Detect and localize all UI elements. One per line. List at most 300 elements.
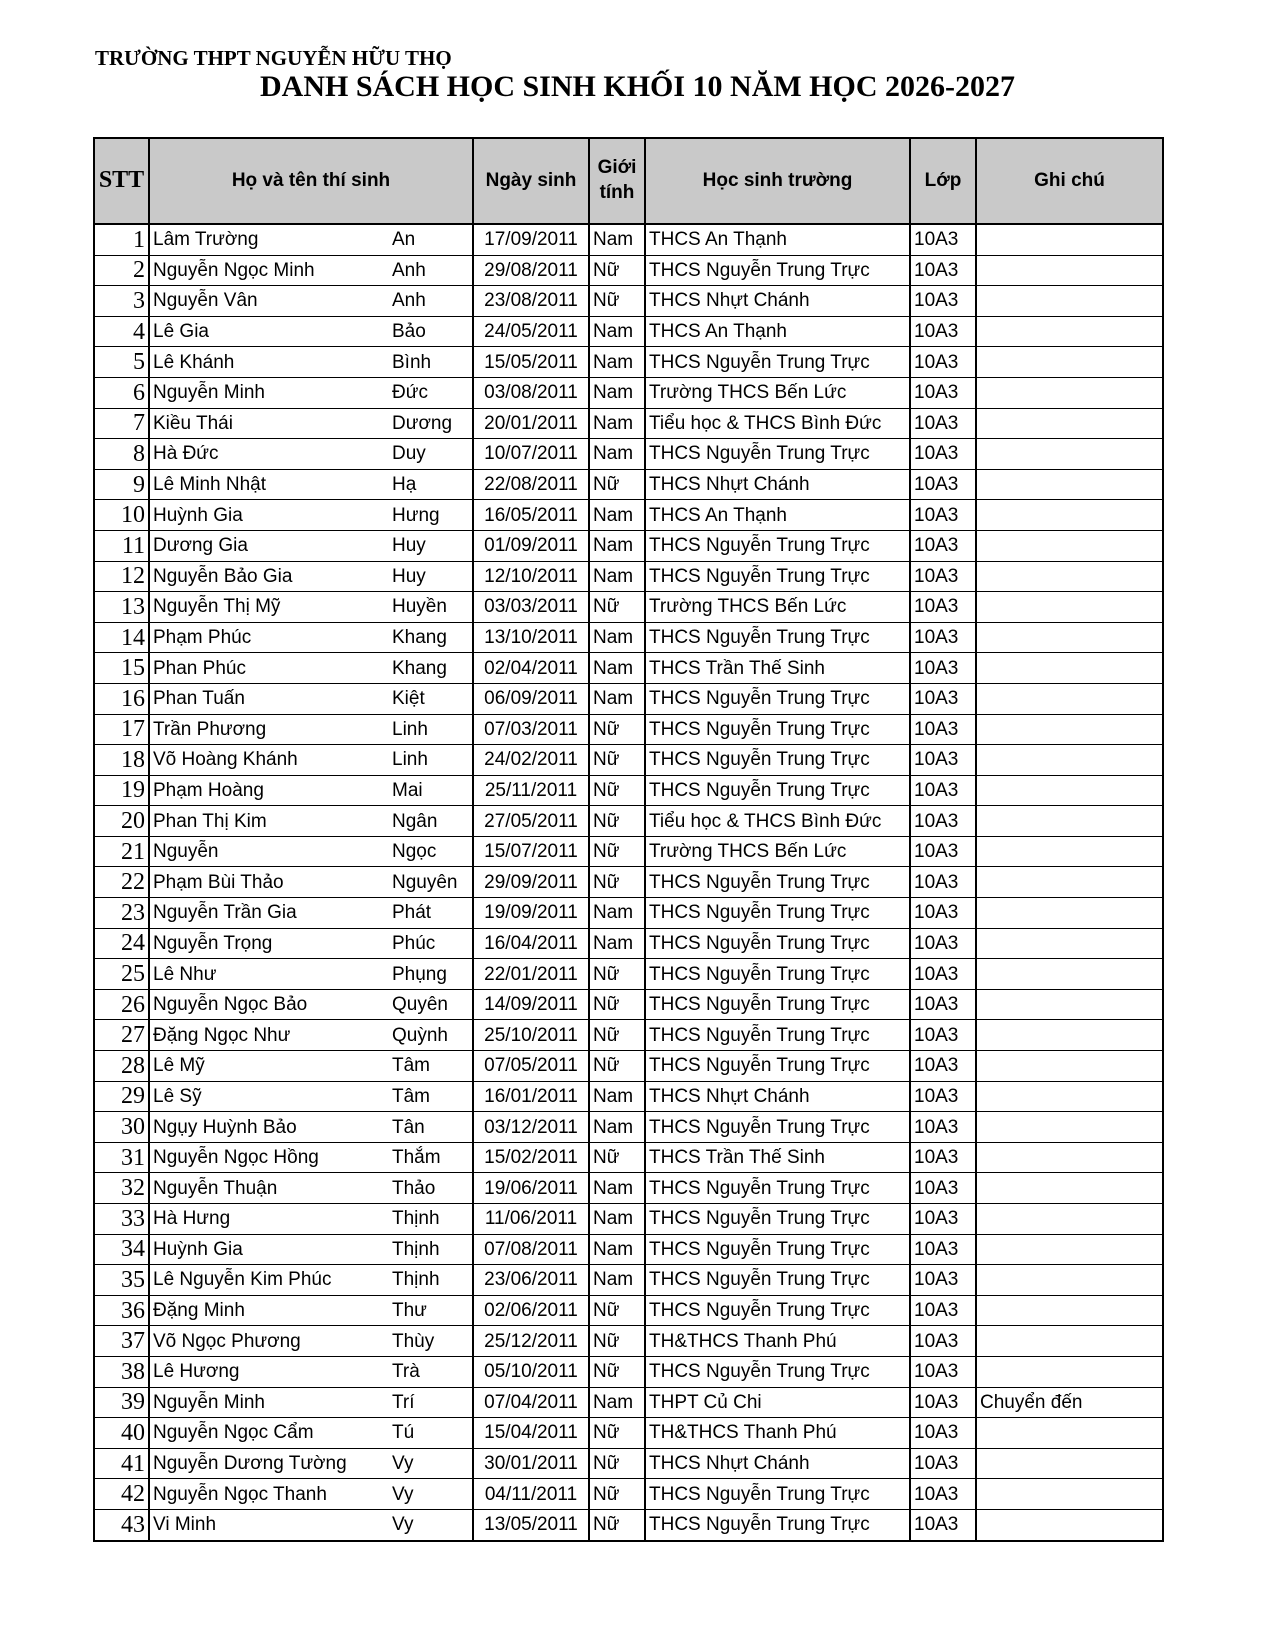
surname-cell: Võ Ngọc Phương bbox=[149, 1326, 389, 1357]
gender-cell: Nữ bbox=[589, 775, 645, 806]
dob-cell: 25/11/2011 bbox=[473, 775, 589, 806]
school-cell: THCS Nguyễn Trung Trực bbox=[645, 255, 910, 286]
gender-cell: Nữ bbox=[589, 1479, 645, 1510]
surname-cell: Nguyễn Trọng bbox=[149, 928, 389, 959]
surname-cell: Nguyễn Minh bbox=[149, 377, 389, 408]
given-name-cell: Bảo bbox=[389, 316, 473, 347]
school-cell: THCS Nguyễn Trung Trực bbox=[645, 714, 910, 745]
given-name-cell: Dương bbox=[389, 408, 473, 439]
school-cell: THCS Nguyễn Trung Trực bbox=[645, 775, 910, 806]
dob-cell: 19/09/2011 bbox=[473, 898, 589, 929]
stt-cell: 22 bbox=[94, 867, 149, 898]
dob-cell: 03/08/2011 bbox=[473, 377, 589, 408]
given-name-cell: Tâm bbox=[389, 1051, 473, 1082]
given-name-cell: Phụng bbox=[389, 959, 473, 990]
given-name-cell: Hạ bbox=[389, 469, 473, 500]
surname-cell: Nguyễn Minh bbox=[149, 1387, 389, 1418]
given-name-cell: Quyên bbox=[389, 989, 473, 1020]
class-cell: 10A3 bbox=[910, 1051, 976, 1082]
dob-cell: 20/01/2011 bbox=[473, 408, 589, 439]
school-cell: THCS Trần Thế Sinh bbox=[645, 653, 910, 684]
class-cell: 10A3 bbox=[910, 1448, 976, 1479]
gender-cell: Nam bbox=[589, 622, 645, 653]
stt-cell: 14 bbox=[94, 622, 149, 653]
school-cell: THCS Nguyễn Trung Trực bbox=[645, 1051, 910, 1082]
school-cell: Trường THCS Bến Lức bbox=[645, 592, 910, 623]
dob-cell: 25/12/2011 bbox=[473, 1326, 589, 1357]
table-row bbox=[94, 775, 1163, 806]
school-cell: THCS Nguyễn Trung Trực bbox=[645, 1479, 910, 1510]
table-row bbox=[94, 1479, 1163, 1510]
school-cell: THCS Nguyễn Trung Trực bbox=[645, 898, 910, 929]
gender-cell: Nữ bbox=[589, 714, 645, 745]
school-cell: THCS Nguyễn Trung Trực bbox=[645, 1356, 910, 1387]
school-cell: THCS Nguyễn Trung Trực bbox=[645, 867, 910, 898]
gender-cell: Nam bbox=[589, 561, 645, 592]
given-name-cell: Đức bbox=[389, 377, 473, 408]
stt-cell: 24 bbox=[94, 928, 149, 959]
table-row bbox=[94, 1173, 1163, 1204]
dob-cell: 13/10/2011 bbox=[473, 622, 589, 653]
note-cell bbox=[976, 530, 1163, 561]
school-cell: TH&THCS Thanh Phú bbox=[645, 1418, 910, 1449]
surname-cell: Nguyễn Vân bbox=[149, 286, 389, 317]
school-cell: THCS Nguyễn Trung Trực bbox=[645, 1509, 910, 1540]
dob-cell: 29/08/2011 bbox=[473, 255, 589, 286]
given-name-cell: Khang bbox=[389, 653, 473, 684]
header-stt: STT bbox=[94, 138, 149, 224]
table-row bbox=[94, 1142, 1163, 1173]
note-cell bbox=[976, 1356, 1163, 1387]
stt-cell: 19 bbox=[94, 775, 149, 806]
given-name-cell: An bbox=[389, 224, 473, 255]
dob-cell: 22/08/2011 bbox=[473, 469, 589, 500]
dob-cell: 07/05/2011 bbox=[473, 1051, 589, 1082]
gender-cell: Nam bbox=[589, 653, 645, 684]
class-cell: 10A3 bbox=[910, 1356, 976, 1387]
note-cell bbox=[976, 622, 1163, 653]
note-cell bbox=[976, 1081, 1163, 1112]
class-cell: 10A3 bbox=[910, 1509, 976, 1540]
class-cell: 10A3 bbox=[910, 928, 976, 959]
gender-cell: Nam bbox=[589, 408, 645, 439]
note-cell bbox=[976, 806, 1163, 837]
stt-cell: 21 bbox=[94, 836, 149, 867]
gender-cell: Nam bbox=[589, 1387, 645, 1418]
class-cell: 10A3 bbox=[910, 1173, 976, 1204]
note-cell bbox=[976, 1326, 1163, 1357]
class-cell: 10A3 bbox=[910, 622, 976, 653]
class-cell: 10A3 bbox=[910, 377, 976, 408]
school-cell: THCS Nguyễn Trung Trực bbox=[645, 561, 910, 592]
gender-cell: Nam bbox=[589, 439, 645, 470]
surname-cell: Nguyễn Thuận bbox=[149, 1173, 389, 1204]
stt-cell: 16 bbox=[94, 683, 149, 714]
given-name-cell: Hưng bbox=[389, 500, 473, 531]
class-cell: 10A3 bbox=[910, 1020, 976, 1051]
gender-cell: Nam bbox=[589, 316, 645, 347]
table-row bbox=[94, 836, 1163, 867]
table-row bbox=[94, 928, 1163, 959]
note-cell bbox=[976, 347, 1163, 378]
dob-cell: 13/05/2011 bbox=[473, 1509, 589, 1540]
table-row bbox=[94, 469, 1163, 500]
note-cell bbox=[976, 286, 1163, 317]
dob-cell: 03/03/2011 bbox=[473, 592, 589, 623]
dob-cell: 23/08/2011 bbox=[473, 286, 589, 317]
gender-cell: Nam bbox=[589, 377, 645, 408]
class-cell: 10A3 bbox=[910, 989, 976, 1020]
school-cell: THCS Nguyễn Trung Trực bbox=[645, 959, 910, 990]
given-name-cell: Tân bbox=[389, 1112, 473, 1143]
table-row bbox=[94, 408, 1163, 439]
gender-cell: Nữ bbox=[589, 1020, 645, 1051]
table-row bbox=[94, 1448, 1163, 1479]
student-table bbox=[93, 137, 1164, 1542]
surname-cell: Phan Tuấn bbox=[149, 683, 389, 714]
surname-cell: Kiều Thái bbox=[149, 408, 389, 439]
note-cell bbox=[976, 1173, 1163, 1204]
header-gender-line1: Giới bbox=[597, 157, 637, 179]
school-cell: THCS Nguyễn Trung Trực bbox=[645, 1295, 910, 1326]
dob-cell: 14/09/2011 bbox=[473, 989, 589, 1020]
gender-cell: Nam bbox=[589, 1081, 645, 1112]
stt-cell: 40 bbox=[94, 1418, 149, 1449]
note-cell bbox=[976, 408, 1163, 439]
given-name-cell: Trà bbox=[389, 1356, 473, 1387]
class-cell: 10A3 bbox=[910, 347, 976, 378]
class-cell: 10A3 bbox=[910, 959, 976, 990]
dob-cell: 02/04/2011 bbox=[473, 653, 589, 684]
surname-cell: Nguyễn Ngọc Cẩm bbox=[149, 1418, 389, 1449]
school-cell: THCS An Thạnh bbox=[645, 224, 910, 255]
stt-cell: 17 bbox=[94, 714, 149, 745]
school-cell: THCS An Thạnh bbox=[645, 500, 910, 531]
class-cell: 10A3 bbox=[910, 408, 976, 439]
school-cell: THCS Nguyễn Trung Trực bbox=[645, 1112, 910, 1143]
school-cell: THCS Nguyễn Trung Trực bbox=[645, 530, 910, 561]
note-cell bbox=[976, 775, 1163, 806]
dob-cell: 15/02/2011 bbox=[473, 1142, 589, 1173]
given-name-cell: Tú bbox=[389, 1418, 473, 1449]
stt-cell: 23 bbox=[94, 898, 149, 929]
given-name-cell: Vy bbox=[389, 1479, 473, 1510]
gender-cell: Nữ bbox=[589, 1418, 645, 1449]
gender-cell: Nam bbox=[589, 928, 645, 959]
given-name-cell: Thư bbox=[389, 1295, 473, 1326]
surname-cell: Trần Phương bbox=[149, 714, 389, 745]
gender-cell: Nam bbox=[589, 1204, 645, 1235]
surname-cell: Lâm Trường bbox=[149, 224, 389, 255]
header-dob: Ngày sinh bbox=[473, 138, 589, 224]
note-cell bbox=[976, 1020, 1163, 1051]
stt-cell: 33 bbox=[94, 1204, 149, 1235]
class-cell: 10A3 bbox=[910, 592, 976, 623]
note-cell bbox=[976, 1295, 1163, 1326]
given-name-cell: Thảo bbox=[389, 1173, 473, 1204]
surname-cell: Nguyễn Thị Mỹ bbox=[149, 592, 389, 623]
dob-cell: 07/08/2011 bbox=[473, 1234, 589, 1265]
surname-cell: Phan Thị Kim bbox=[149, 806, 389, 837]
note-cell bbox=[976, 1112, 1163, 1143]
class-cell: 10A3 bbox=[910, 714, 976, 745]
given-name-cell: Anh bbox=[389, 286, 473, 317]
given-name-cell: Nguyên bbox=[389, 867, 473, 898]
school-cell: THCS Nhựt Chánh bbox=[645, 1081, 910, 1112]
stt-cell: 8 bbox=[94, 439, 149, 470]
surname-cell: Đặng Ngọc Như bbox=[149, 1020, 389, 1051]
note-cell bbox=[976, 439, 1163, 470]
stt-cell: 29 bbox=[94, 1081, 149, 1112]
gender-cell: Nữ bbox=[589, 806, 645, 837]
note-cell bbox=[976, 1418, 1163, 1449]
table-row bbox=[94, 1265, 1163, 1296]
surname-cell: Huỳnh Gia bbox=[149, 500, 389, 531]
class-cell: 10A3 bbox=[910, 1418, 976, 1449]
dob-cell: 23/06/2011 bbox=[473, 1265, 589, 1296]
table-row bbox=[94, 500, 1163, 531]
stt-cell: 32 bbox=[94, 1173, 149, 1204]
stt-cell: 39 bbox=[94, 1387, 149, 1418]
class-cell: 10A3 bbox=[910, 286, 976, 317]
stt-cell: 12 bbox=[94, 561, 149, 592]
given-name-cell: Ngân bbox=[389, 806, 473, 837]
gender-cell: Nữ bbox=[589, 1448, 645, 1479]
given-name-cell: Vy bbox=[389, 1509, 473, 1540]
gender-cell: Nam bbox=[589, 1265, 645, 1296]
school-cell: THCS Nguyễn Trung Trực bbox=[645, 347, 910, 378]
header-gender bbox=[589, 138, 645, 224]
dob-cell: 01/09/2011 bbox=[473, 530, 589, 561]
given-name-cell: Mai bbox=[389, 775, 473, 806]
gender-cell: Nam bbox=[589, 530, 645, 561]
table-body bbox=[94, 224, 1163, 1541]
school-cell: TH&THCS Thanh Phú bbox=[645, 1326, 910, 1357]
table-row bbox=[94, 1234, 1163, 1265]
surname-cell: Lê Khánh bbox=[149, 347, 389, 378]
school-cell: THCS Nguyễn Trung Trực bbox=[645, 439, 910, 470]
dob-cell: 15/05/2011 bbox=[473, 347, 589, 378]
table-row bbox=[94, 1020, 1163, 1051]
school-cell: THCS Nhựt Chánh bbox=[645, 1448, 910, 1479]
note-cell bbox=[976, 867, 1163, 898]
dob-cell: 11/06/2011 bbox=[473, 1204, 589, 1235]
school-cell: THCS Nguyễn Trung Trực bbox=[645, 989, 910, 1020]
stt-cell: 13 bbox=[94, 592, 149, 623]
class-cell: 10A3 bbox=[910, 745, 976, 776]
dob-cell: 02/06/2011 bbox=[473, 1295, 589, 1326]
stt-cell: 11 bbox=[94, 530, 149, 561]
given-name-cell: Tâm bbox=[389, 1081, 473, 1112]
gender-cell: Nam bbox=[589, 683, 645, 714]
table-row bbox=[94, 1326, 1163, 1357]
gender-cell: Nữ bbox=[589, 1295, 645, 1326]
table-row bbox=[94, 1418, 1163, 1449]
stt-cell: 38 bbox=[94, 1356, 149, 1387]
stt-cell: 26 bbox=[94, 989, 149, 1020]
gender-cell: Nam bbox=[589, 500, 645, 531]
table-header bbox=[94, 138, 1163, 224]
table-row bbox=[94, 806, 1163, 837]
surname-cell: Nguyễn Ngọc Bảo bbox=[149, 989, 389, 1020]
note-cell bbox=[976, 224, 1163, 255]
stt-cell: 4 bbox=[94, 316, 149, 347]
table-row bbox=[94, 1295, 1163, 1326]
stt-cell: 43 bbox=[94, 1509, 149, 1540]
table-row bbox=[94, 653, 1163, 684]
stt-cell: 42 bbox=[94, 1479, 149, 1510]
table-row bbox=[94, 959, 1163, 990]
stt-cell: 28 bbox=[94, 1051, 149, 1082]
school-cell: THCS Nhựt Chánh bbox=[645, 469, 910, 500]
surname-cell: Lê Nguyễn Kim Phúc bbox=[149, 1265, 389, 1296]
dob-cell: 07/03/2011 bbox=[473, 714, 589, 745]
given-name-cell: Phát bbox=[389, 898, 473, 929]
class-cell: 10A3 bbox=[910, 653, 976, 684]
note-cell bbox=[976, 1448, 1163, 1479]
stt-cell: 41 bbox=[94, 1448, 149, 1479]
stt-cell: 36 bbox=[94, 1295, 149, 1326]
table-row bbox=[94, 561, 1163, 592]
stt-cell: 18 bbox=[94, 745, 149, 776]
table-row bbox=[94, 224, 1163, 255]
school-cell: THCS Nguyễn Trung Trực bbox=[645, 1265, 910, 1296]
note-cell bbox=[976, 1234, 1163, 1265]
surname-cell: Phan Phúc bbox=[149, 653, 389, 684]
note-cell bbox=[976, 898, 1163, 929]
table-row bbox=[94, 867, 1163, 898]
stt-cell: 2 bbox=[94, 255, 149, 286]
gender-cell: Nữ bbox=[589, 1142, 645, 1173]
dob-cell: 07/04/2011 bbox=[473, 1387, 589, 1418]
dob-cell: 27/05/2011 bbox=[473, 806, 589, 837]
given-name-cell: Huyền bbox=[389, 592, 473, 623]
note-cell bbox=[976, 1204, 1163, 1235]
table-row bbox=[94, 1356, 1163, 1387]
given-name-cell: Trí bbox=[389, 1387, 473, 1418]
dob-cell: 12/10/2011 bbox=[473, 561, 589, 592]
stt-cell: 5 bbox=[94, 347, 149, 378]
note-cell bbox=[976, 1479, 1163, 1510]
gender-cell: Nam bbox=[589, 1173, 645, 1204]
note-cell bbox=[976, 561, 1163, 592]
stt-cell: 9 bbox=[94, 469, 149, 500]
dob-cell: 17/09/2011 bbox=[473, 224, 589, 255]
stt-cell: 30 bbox=[94, 1112, 149, 1143]
surname-cell: Nguyễn bbox=[149, 836, 389, 867]
document-title: DANH SÁCH HỌC SINH KHỐI 10 NĂM HỌC 2026-2027 bbox=[259, 70, 1016, 103]
stt-cell: 20 bbox=[94, 806, 149, 837]
surname-cell: Phạm Hoàng bbox=[149, 775, 389, 806]
given-name-cell: Ngọc bbox=[389, 836, 473, 867]
surname-cell: Nguyễn Ngọc Thanh bbox=[149, 1479, 389, 1510]
stt-cell: 37 bbox=[94, 1326, 149, 1357]
gender-cell: Nữ bbox=[589, 1509, 645, 1540]
header-note: Ghi chú bbox=[976, 138, 1163, 224]
class-cell: 10A3 bbox=[910, 836, 976, 867]
class-cell: 10A3 bbox=[910, 224, 976, 255]
note-cell bbox=[976, 745, 1163, 776]
note-cell bbox=[976, 255, 1163, 286]
table-row bbox=[94, 745, 1163, 776]
surname-cell: Huỳnh Gia bbox=[149, 1234, 389, 1265]
surname-cell: Hà Hưng bbox=[149, 1204, 389, 1235]
given-name-cell: Thùy bbox=[389, 1326, 473, 1357]
school-cell: Tiểu học & THCS Bình Đức bbox=[645, 806, 910, 837]
gender-cell: Nữ bbox=[589, 989, 645, 1020]
surname-cell: Nguyễn Ngọc Minh bbox=[149, 255, 389, 286]
given-name-cell: Thịnh bbox=[389, 1234, 473, 1265]
school-cell: THCS Nguyễn Trung Trực bbox=[645, 745, 910, 776]
table-row bbox=[94, 1081, 1163, 1112]
surname-cell: Lê Sỹ bbox=[149, 1081, 389, 1112]
class-cell: 10A3 bbox=[910, 1142, 976, 1173]
gender-cell: Nữ bbox=[589, 469, 645, 500]
surname-cell: Phạm Bùi Thảo bbox=[149, 867, 389, 898]
dob-cell: 05/10/2011 bbox=[473, 1356, 589, 1387]
gender-cell: Nam bbox=[589, 347, 645, 378]
class-cell: 10A3 bbox=[910, 867, 976, 898]
class-cell: 10A3 bbox=[910, 255, 976, 286]
stt-cell: 35 bbox=[94, 1265, 149, 1296]
gender-cell: Nữ bbox=[589, 836, 645, 867]
table-row bbox=[94, 377, 1163, 408]
stt-cell: 7 bbox=[94, 408, 149, 439]
table-row bbox=[94, 898, 1163, 929]
table-row bbox=[94, 286, 1163, 317]
note-cell bbox=[976, 928, 1163, 959]
surname-cell: Lê Mỹ bbox=[149, 1051, 389, 1082]
given-name-cell: Anh bbox=[389, 255, 473, 286]
class-cell: 10A3 bbox=[910, 1295, 976, 1326]
gender-cell: Nam bbox=[589, 224, 645, 255]
note-cell bbox=[976, 1265, 1163, 1296]
note-cell bbox=[976, 1509, 1163, 1540]
dob-cell: 06/09/2011 bbox=[473, 683, 589, 714]
dob-cell: 16/05/2011 bbox=[473, 500, 589, 531]
school-cell: THCS Nguyễn Trung Trực bbox=[645, 1204, 910, 1235]
school-cell: THCS Nguyễn Trung Trực bbox=[645, 1173, 910, 1204]
dob-cell: 24/05/2011 bbox=[473, 316, 589, 347]
class-cell: 10A3 bbox=[910, 561, 976, 592]
stt-cell: 34 bbox=[94, 1234, 149, 1265]
dob-cell: 24/02/2011 bbox=[473, 745, 589, 776]
stt-cell: 15 bbox=[94, 653, 149, 684]
given-name-cell: Quỳnh bbox=[389, 1020, 473, 1051]
class-cell: 10A3 bbox=[910, 898, 976, 929]
table-row bbox=[94, 347, 1163, 378]
school-cell: THCS Nguyễn Trung Trực bbox=[645, 683, 910, 714]
class-cell: 10A3 bbox=[910, 469, 976, 500]
dob-cell: 15/04/2011 bbox=[473, 1418, 589, 1449]
gender-cell: Nữ bbox=[589, 867, 645, 898]
table-row bbox=[94, 530, 1163, 561]
dob-cell: 16/01/2011 bbox=[473, 1081, 589, 1112]
surname-cell: Nguyễn Trần Gia bbox=[149, 898, 389, 929]
school-cell: THCS An Thạnh bbox=[645, 316, 910, 347]
school-cell: THCS Nguyễn Trung Trực bbox=[645, 928, 910, 959]
gender-cell: Nữ bbox=[589, 1356, 645, 1387]
header-school: Học sinh trường bbox=[645, 138, 910, 224]
dob-cell: 04/11/2011 bbox=[473, 1479, 589, 1510]
given-name-cell: Thắm bbox=[389, 1142, 473, 1173]
school-cell: Trường THCS Bến Lức bbox=[645, 377, 910, 408]
gender-cell: Nữ bbox=[589, 1051, 645, 1082]
note-cell bbox=[976, 1051, 1163, 1082]
school-cell: THCS Nhựt Chánh bbox=[645, 286, 910, 317]
school-cell: THCS Nguyễn Trung Trực bbox=[645, 1020, 910, 1051]
dob-cell: 19/06/2011 bbox=[473, 1173, 589, 1204]
